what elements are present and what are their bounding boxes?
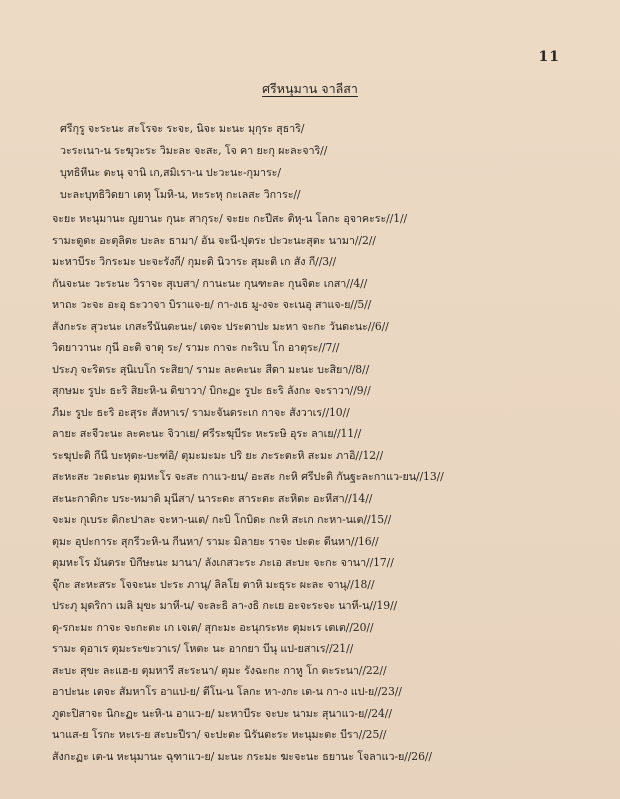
verse-line: ระฆุปะติ กีนี บะหุตะ-บะฑ่อิ/ ตุมะมะมะ ปริ ยะ ภะระตะหิ สะมะ ภาอิ//12// bbox=[52, 448, 384, 462]
intro-stanza bbox=[60, 118, 327, 206]
intro-line: บะละบุทธิวิดยา เดหุ โมหิ-น, หะระหุ กะเลสะ วิการะ// bbox=[60, 188, 301, 201]
verse-line: อาปะนะ เตจะ สัมหาโร อาแป-ย/ ตีโน-น โลกะ หา-งกะ เต-น กา-ง แป-ย//23// bbox=[52, 685, 402, 698]
intro-line: วะระเนา-น ระฆุวะระ วิมะละ จะสะ, โจ คา ยะกุ ผะละจาริ// bbox=[60, 144, 328, 157]
verse-line: ภูตะปิสาจะ นิกะฏะ นะหิ-น อาแว-ย/ มะหาบีระ จะบะ นามะ สุนาแว-ย//24// bbox=[52, 706, 392, 720]
intro-line: ศรีกุรู จะระนะ สะโรจะ ระจะ, นิจะ มะนะ มุกุระ สุธาริ/ bbox=[60, 122, 305, 135]
verse-line: สะหะสะ วะดะนะ ตุมหะโร จะสะ กาแว-ยน/ อะสะ กะหิ ศรีปะติ กันฐะละกาแว-ยน//13// bbox=[52, 470, 444, 483]
verse-line: สังกะฏะ เต-น หะนุมานะ ฉุฑาแว-ย/ มะนะ กระมะ ฆะจะนะ ธยานะ โจลาแว-ย//26// bbox=[52, 749, 432, 763]
verse-line: ภีมะ รูปะ ธะริ อะสุระ สังหาเร/ รามะจันดระเก กาจะ สังวาเร//10// bbox=[52, 405, 350, 419]
verse-line: สุกษมะ รูปะ ธะริ สิยะหิ-น ดิขาวา/ บิกะฏะ รูปะ ธะริ ลังกะ จะราวา//9// bbox=[52, 384, 371, 397]
intro-line: บุทธิหีนะ ตะนุ จานิ เก,สมิเรา-น ปะวะนะ-กุมาระ/ bbox=[60, 166, 281, 179]
verse-line: ตุมหะโร มันตระ บิกีษะนะ มานา/ ลังเกสวะระ ภะเอ สะบะ จะกะ จานา//17// bbox=[52, 556, 394, 569]
verse-line: ลายะ สะจีวะนะ ละคะนะ จิวาเย/ ศรีระฆุบีระ หะระษิ อุระ ลาเย//11// bbox=[52, 427, 362, 440]
verse-line: รามะ ดุอาเร ตุมะระขะวาเร/ โหตะ นะ อากยา บีนุ แป-ยสาเร//21// bbox=[52, 642, 354, 655]
verse-line: หาถะ วะจะ อะอุ ธะวาจา บิราแจ-ย/ กา-งเธ มู-งจะ จะเนอุ สาแจ-ย//5// bbox=[52, 298, 372, 311]
verse-line: กันจะนะ วะระนะ วิราจะ สุเบสา/ กานะนะ กุนฑะละ กุนจิตะ เกสา//4// bbox=[52, 276, 368, 290]
verse-line: จุ๊กะ สะหะสระ โจจะนะ ปะระ ภานุ/ ลิลโย ตาหิ มะธุระ ผะละ จานุ//18// bbox=[52, 577, 375, 591]
verse-line: ตุมะ อุปะการะ สุกรีวะหิ-น กีนหา/ รามะ มิลายะ ราจะ ปะดะ ดีนหา//16// bbox=[52, 534, 379, 548]
verse-line: ประภุ มุดริกา เมลิ มุขะ มาหี-น/ จะละธิ ลา-งธิ กะเย อะจะระจะ นาหี-น//19// bbox=[52, 599, 398, 612]
verse-line: นาแส-ย โรกะ หะเร-ย สะบะปีรา/ จะปะตะ นิรันตะระ หะนุมะตะ บีรา//25// bbox=[52, 728, 387, 741]
verse-line: จะยะ หะนุมานะ ญยานะ กุนะ สากุระ/ จะยะ กะปีสะ ติหุ-น โลกะ อุจาคะระ//1// bbox=[52, 212, 408, 225]
page-title bbox=[0, 79, 620, 99]
verse-line: ดุ-รกะมะ กาจะ จะกะตะ เก เจเต/ สุกะมะ อะนุกระหะ ตุมะเร เตเต//20// bbox=[52, 620, 374, 634]
verse-list bbox=[52, 208, 444, 767]
verse-line: สะนะกาดิกะ บระ-หมาดิ มุนีสา/ นาระดะ สาระดะ สะหิตะ อะหีสา//14// bbox=[52, 491, 373, 505]
verse-line: สะบะ สุขะ ละแฮ-ย ตุมหารี สะระนา/ ตุมะ รังฉะกะ กาหู โก ดะระนา//22// bbox=[52, 663, 387, 677]
verse-line: สังกะระ สุวะนะ เกสะรีนันดะนะ/ เตจะ ประตาปะ มะหา จะกะ วันดะนะ//6// bbox=[52, 319, 389, 333]
verse-line: รามะดูตะ อะตุลิตะ บะละ ธามา/ อัน จะนี-ปุตระ ปะวะนะสุตะ นามา//2// bbox=[52, 233, 376, 247]
verse-line: มะหาบีระ วิกระมะ บะจะรังกี/ กุมะติ นิวาระ สุมะติ เก สัง กี//3// bbox=[52, 255, 337, 268]
verse-line: วิดยาวานะ กุนี อะติ จาตุ ระ/ รามะ กาจะ กะริเบ โก อาตุระ//7// bbox=[52, 341, 340, 354]
verse-line: ประภุ จะริตระ สุนิเบโก ระสิยา/ รามะ ละคะนะ สีดา มะนะ บะสิยา//8// bbox=[52, 362, 370, 376]
verse-line: จะมะ กุเบระ ดิกะปาละ จะหา-นเต/ กะบิ โกบิดะ กะหิ สะเก กะหา-นเต//15// bbox=[52, 513, 392, 526]
title-text: ศรีหนุมาน จาลีสา bbox=[262, 81, 358, 96]
page-number: 11 bbox=[538, 49, 560, 65]
